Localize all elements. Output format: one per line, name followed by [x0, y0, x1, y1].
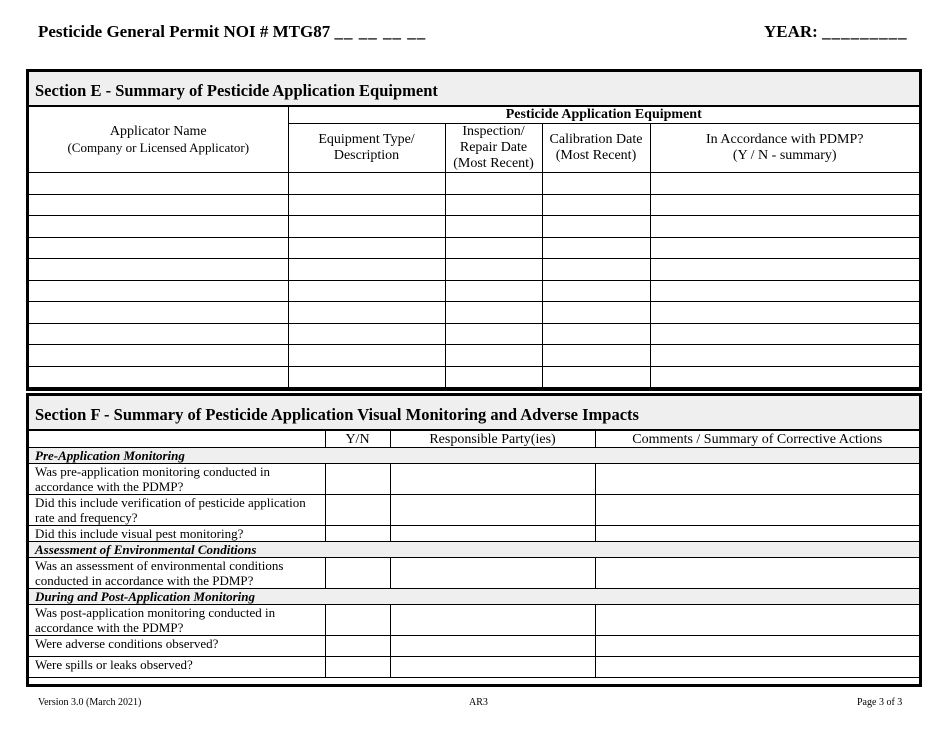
category-row: [29, 448, 919, 464]
cell-pdmp[interactable]: [650, 237, 919, 259]
cell-equipment[interactable]: [288, 237, 445, 259]
cell-pdmp[interactable]: [650, 345, 919, 367]
applicator-name-header: [29, 107, 288, 173]
cell-inspection[interactable]: [445, 345, 542, 367]
cell-calibration[interactable]: [542, 302, 650, 324]
cell-pdmp[interactable]: [650, 194, 919, 216]
question-row: [29, 636, 919, 657]
equipment-row: [29, 216, 919, 238]
cell-inspection[interactable]: [445, 280, 542, 302]
cell-equipment[interactable]: [288, 173, 445, 195]
cell-applicator[interactable]: [29, 173, 288, 195]
question-text: Were adverse conditions observed?: [29, 636, 325, 657]
cell-applicator[interactable]: [29, 280, 288, 302]
equipment-row: [29, 194, 919, 216]
cell-inspection[interactable]: [445, 366, 542, 388]
cell-pdmp[interactable]: [650, 366, 919, 388]
footer-page-number: Page 3 of 3: [857, 697, 903, 708]
category-row: [29, 589, 919, 605]
question-text: Were spills or leaks observed?: [29, 657, 325, 678]
yn-cell[interactable]: [325, 464, 390, 495]
cell-equipment[interactable]: [288, 302, 445, 324]
cell-applicator[interactable]: [29, 323, 288, 345]
question-row: [29, 464, 919, 495]
comments-cell[interactable]: [595, 636, 919, 657]
question-text: Was an assessment of environmental conditions conducted in accordance with the PDMP?: [29, 558, 325, 589]
responsible-party-header: Responsible Party(ies): [390, 431, 595, 448]
cell-calibration[interactable]: [542, 259, 650, 281]
cell-inspection[interactable]: [445, 216, 542, 238]
party-cell[interactable]: [390, 636, 595, 657]
form-title-text: Pesticide General Permit NOI # MTG87: [38, 22, 331, 41]
noi-number-blanks[interactable]: __ __ __ __: [334, 22, 427, 41]
cell-equipment[interactable]: [288, 323, 445, 345]
cell-calibration[interactable]: [542, 366, 650, 388]
cell-applicator[interactable]: [29, 345, 288, 367]
cell-calibration[interactable]: [542, 194, 650, 216]
question-row: [29, 605, 919, 636]
question-row: [29, 657, 919, 678]
section-f: [26, 393, 922, 687]
cell-calibration[interactable]: [542, 216, 650, 238]
footer-form-code: AR3: [469, 697, 488, 708]
party-cell[interactable]: [390, 464, 595, 495]
year-blank[interactable]: _________: [822, 22, 908, 41]
cell-inspection[interactable]: [445, 259, 542, 281]
cell-inspection[interactable]: [445, 194, 542, 216]
question-header: [29, 431, 325, 448]
cell-calibration[interactable]: [542, 280, 650, 302]
pdmp-accordance-header: [650, 124, 919, 173]
category-post-application: During and Post-Application Monitoring: [29, 589, 919, 605]
pdmp-accordance-label: In Accordance with PDMP?: [706, 132, 864, 147]
year-label: YEAR:: [764, 22, 818, 41]
cell-calibration[interactable]: [542, 345, 650, 367]
comments-cell[interactable]: [595, 495, 919, 526]
equipment-type-header: Equipment Type/ Description: [288, 124, 445, 173]
cell-applicator[interactable]: [29, 302, 288, 324]
cell-pdmp[interactable]: [650, 216, 919, 238]
question-text: Was post-application monitoring conducted in accordance with the PDMP?: [29, 605, 325, 636]
cell-calibration[interactable]: [542, 237, 650, 259]
yn-cell[interactable]: [325, 558, 390, 589]
inspection-date-header: Inspection/ Repair Date (Most Recent): [445, 124, 542, 173]
yn-cell[interactable]: [325, 636, 390, 657]
cell-pdmp[interactable]: [650, 323, 919, 345]
category-environmental: Assessment of Environmental Conditions: [29, 542, 919, 558]
monitoring-table: [29, 431, 919, 678]
cell-calibration[interactable]: [542, 173, 650, 195]
yn-header: Y/N: [325, 431, 390, 448]
cell-pdmp[interactable]: [650, 302, 919, 324]
pdmp-accordance-sublabel: (Y / N - summary): [732, 148, 837, 163]
yn-cell[interactable]: [325, 495, 390, 526]
cell-pdmp[interactable]: [650, 280, 919, 302]
party-cell[interactable]: [390, 657, 595, 678]
cell-applicator[interactable]: [29, 237, 288, 259]
equipment-row: [29, 323, 919, 345]
cell-inspection[interactable]: [445, 302, 542, 324]
calibration-date-header: Calibration Date (Most Recent): [542, 124, 650, 173]
equipment-row: [29, 280, 919, 302]
party-cell[interactable]: [390, 495, 595, 526]
equipment-row: [29, 237, 919, 259]
cell-inspection[interactable]: [445, 237, 542, 259]
yn-cell[interactable]: [325, 526, 390, 542]
equipment-group-header: Pesticide Application Equipment: [288, 107, 919, 124]
cell-inspection[interactable]: [445, 323, 542, 345]
yn-cell[interactable]: [325, 657, 390, 678]
cell-pdmp[interactable]: [650, 259, 919, 281]
applicator-name-label: Applicator Name: [109, 123, 207, 139]
applicator-name-sublabel: (Company or Licensed Applicator): [67, 139, 250, 155]
party-cell[interactable]: [390, 558, 595, 589]
equipment-table: [29, 107, 919, 388]
cell-calibration[interactable]: [542, 323, 650, 345]
cell-equipment[interactable]: [288, 345, 445, 367]
section-e-title: Section E - Summary of Pesticide Application Equipment: [29, 72, 919, 107]
comments-cell[interactable]: [595, 526, 919, 542]
comments-cell[interactable]: [595, 657, 919, 678]
cell-equipment[interactable]: [288, 259, 445, 281]
cell-equipment[interactable]: [288, 216, 445, 238]
section-e: [26, 69, 922, 391]
party-cell[interactable]: [390, 605, 595, 636]
section-f-title: Section F - Summary of Pesticide Application Visual Monitoring and Adverse Impacts: [29, 396, 919, 431]
yn-cell[interactable]: [325, 605, 390, 636]
question-row: [29, 558, 919, 589]
cell-applicator[interactable]: [29, 259, 288, 281]
question-row: [29, 526, 919, 542]
footer-version: Version 3.0 (March 2021): [38, 697, 142, 708]
equipment-row: [29, 345, 919, 367]
category-pre-application: Pre-Application Monitoring: [29, 448, 919, 464]
year-field: [764, 22, 908, 42]
cell-applicator[interactable]: [29, 194, 288, 216]
question-text: Did this include verification of pesticide application rate and frequency?: [29, 495, 325, 526]
cell-applicator[interactable]: [29, 216, 288, 238]
question-text: Did this include visual pest monitoring?: [29, 526, 325, 542]
cell-pdmp[interactable]: [650, 173, 919, 195]
party-cell[interactable]: [390, 526, 595, 542]
equipment-row: [29, 259, 919, 281]
cell-applicator[interactable]: [29, 366, 288, 388]
question-text: Was pre-application monitoring conducted in accordance with the PDMP?: [29, 464, 325, 495]
comments-cell[interactable]: [595, 558, 919, 589]
comments-cell[interactable]: [595, 464, 919, 495]
comments-cell[interactable]: [595, 605, 919, 636]
equipment-row: [29, 173, 919, 195]
cell-inspection[interactable]: [445, 173, 542, 195]
cell-equipment[interactable]: [288, 194, 445, 216]
question-row: [29, 495, 919, 526]
category-row: [29, 542, 919, 558]
cell-equipment[interactable]: [288, 366, 445, 388]
form-title: [38, 22, 426, 42]
comments-header: Comments / Summary of Corrective Actions: [595, 431, 919, 448]
equipment-row: [29, 302, 919, 324]
cell-equipment[interactable]: [288, 280, 445, 302]
equipment-row: [29, 366, 919, 388]
